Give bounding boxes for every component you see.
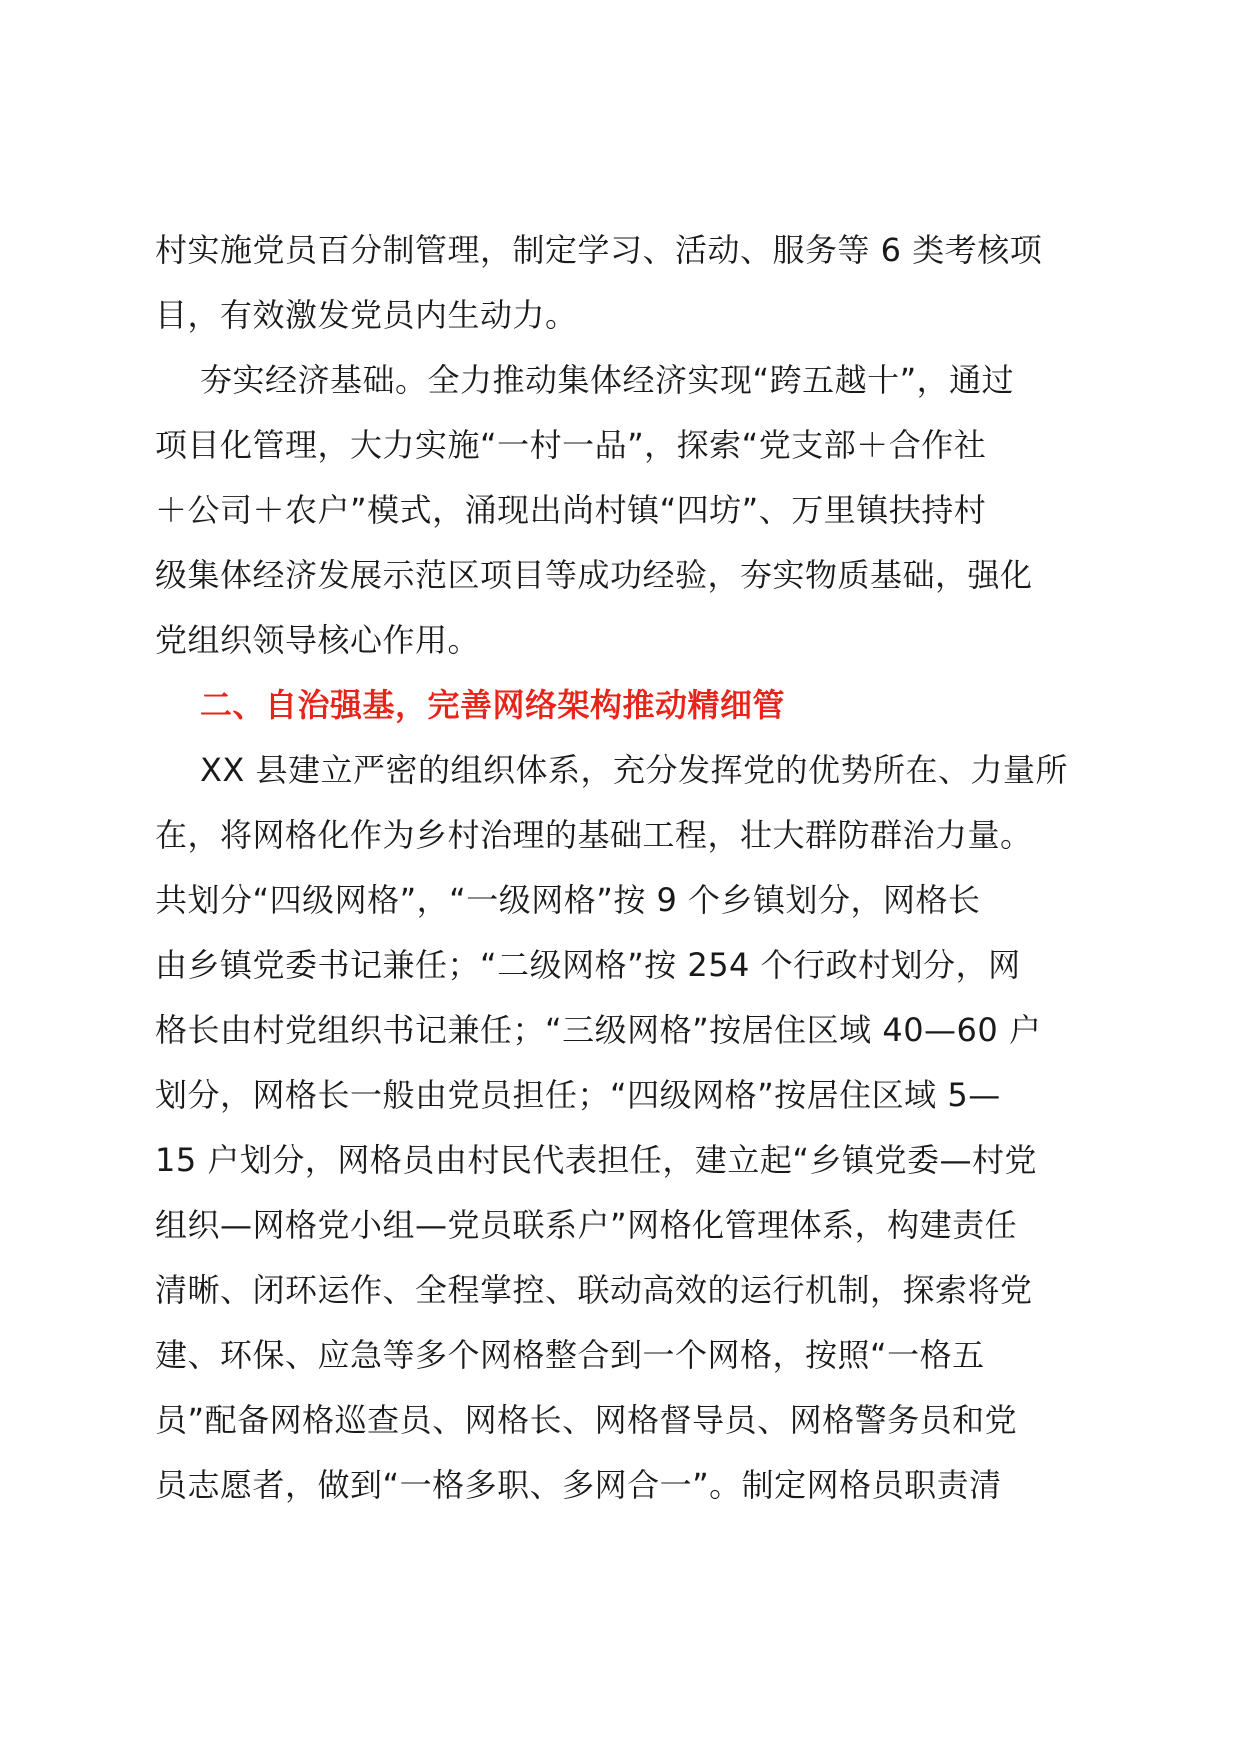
paragraph-member-management [155, 218, 1090, 348]
text-line: 员”配备网格巡查员、网格长、网格督导员、网格警务员和党 [155, 1401, 1018, 1439]
text-line: 划分，网格长一般由党员担任；“四级网格”按居住区域 5— [155, 1076, 1001, 1114]
text-line: 清晰、闭环运作、全程掌控、联动高效的运行机制，探索将党 [155, 1271, 1033, 1309]
text-line: XX 县建立严密的组织体系，充分发挥党的优势所在、力量所 [200, 751, 1069, 789]
text-line: 夯实经济基础。全力推动集体经济实现“跨五越十”，通过 [200, 361, 1015, 399]
section-heading: 二、自治强基，完善网络架构推动精细管 [200, 686, 786, 724]
text-line: 15 户划分，网格员由村民代表担任，建立起“乡镇党委—村党 [155, 1141, 1037, 1179]
paragraph-economic-foundation [155, 348, 1090, 673]
text-line: 由乡镇党委书记兼任；“二级网格”按 254 个行政村划分，网 [155, 946, 1021, 984]
text-line: 目，有效激发党员内生动力。 [155, 296, 578, 334]
document-body [155, 218, 1090, 1518]
text-line: 组织—网格党小组—党员联系户”网格化管理体系，构建责任 [155, 1206, 1018, 1244]
text-line: 村实施党员百分制管理，制定学习、活动、服务等 6 类考核项 [155, 231, 1043, 269]
text-line: 员志愿者，做到“一格多职、多网合一”。制定网格员职责清 [155, 1466, 1002, 1504]
text-line: 项目化管理，大力实施“一村一品”，探索“党支部＋合作社 [155, 426, 987, 464]
paragraph-grid-system [155, 738, 1090, 1518]
text-line: 建、环保、应急等多个网格整合到一个网格，按照“一格五 [155, 1336, 985, 1374]
text-line: ＋公司＋农户”模式，涌现出尚村镇“四坊”、万里镇扶持村 [155, 491, 987, 529]
text-line: 格长由村党组织书记兼任；“三级网格”按居住区域 40—60 户 [155, 1011, 1042, 1049]
text-line: 党组织领导核心作用。 [155, 621, 481, 659]
text-line: 级集体经济发展示范区项目等成功经验，夯实物质基础，强化 [155, 556, 1033, 594]
text-line: 在，将网格化作为乡村治理的基础工程，壮大群防群治力量。 [155, 816, 1033, 854]
text-line: 共划分“四级网格”，“一级网格”按 9 个乡镇划分，网格长 [155, 881, 981, 919]
